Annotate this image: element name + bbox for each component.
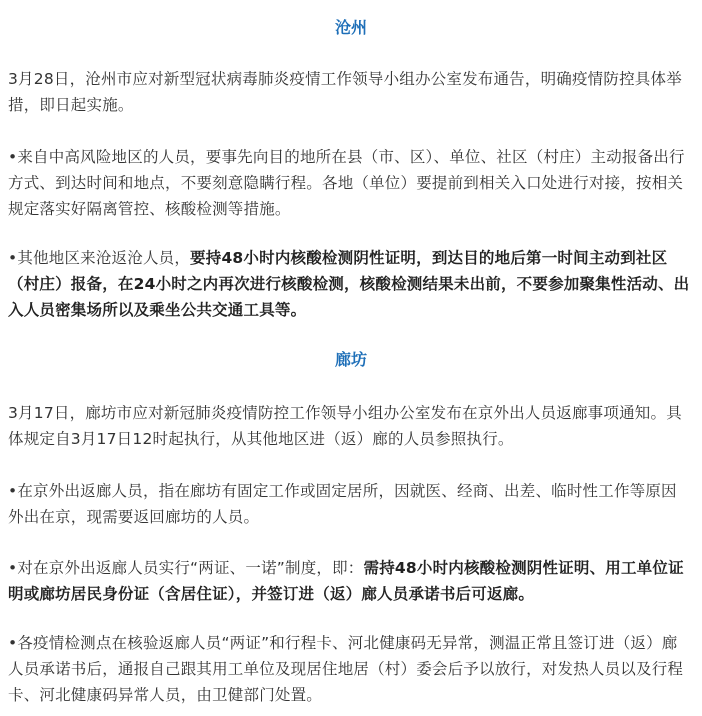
paragraph-langfang-checkpoints — [8, 630, 692, 708]
paragraph-text: •对在京外出返廊人员实行“两证、一诺”制度，即： — [8, 559, 364, 577]
paragraph-bold-text: 需持48小时内核酸检测阴性证明、用工单位证明或廊坊居民身份证（含居住证），并签订进（返）廊人员承诺书后可返廊。 — [8, 559, 684, 603]
paragraph-cangzhou-notice — [8, 66, 692, 118]
paragraph-text: •各疫情检测点在核验返廊人员“两证”和行程卡、河北健康码无异常，测温正常且签订进（返）廊人员承诺书后，通报自己跟其用工单位及现居住地居（村）委会后予以放行，对发热人员以及行程卡、河北健康码异常人员，由卫健部门处置。 — [8, 634, 684, 704]
paragraph-cangzhou-other-regions — [8, 245, 692, 323]
paragraph-text: •来自中高风险地区的人员，要事先向目的地所在县（市、区）、单位、社区（村庄）主动报备出行方式、到达时间和地点，不要刻意隐瞒行程。各地（单位）要提前到相关入口处进行对接，按相关规定落实好隔离管控、核酸检测等措施。 — [8, 148, 685, 218]
section-title-langfang: 廊坊 — [334, 350, 367, 369]
paragraph-text: 3月17日，廊坊市应对新冠肺炎疫情防控工作领导小组办公室发布在京外出人员返廊事项通知。具体规定自3月17日12时起执行，从其他地区进（返）廊的人员参照执行。 — [8, 404, 682, 448]
paragraph-langfang-definition — [8, 478, 692, 530]
paragraph-text: 3月28日，沧州市应对新型冠状病毒肺炎疫情工作领导小组办公室发布通告，明确疫情防控具体举措，即日起实施。 — [8, 70, 682, 114]
paragraph-bold-text: 要持48小时内核酸检测阴性证明，到达目的地后第一时间主动到社区（村庄）报备，在24小时之内再次进行核酸检测，核酸检测结果未出前，不要参加聚集性活动、出入人员密集场所以及乘坐公共交通工具等。 — [8, 249, 690, 319]
paragraph-text: •其他地区来沧返沧人员， — [8, 249, 191, 267]
paragraph-langfang-notice — [8, 400, 692, 452]
section-title-cangzhou: 沧州 — [334, 18, 367, 37]
paragraph-cangzhou-high-risk — [8, 144, 692, 222]
paragraph-text: •在京外出返廊人员，指在廊坊有固定工作或固定居所，因就医、经商、出差、临时性工作等原因外出在京，现需要返回廊坊的人员。 — [8, 482, 677, 526]
paragraph-langfang-two-certificates — [8, 555, 692, 607]
